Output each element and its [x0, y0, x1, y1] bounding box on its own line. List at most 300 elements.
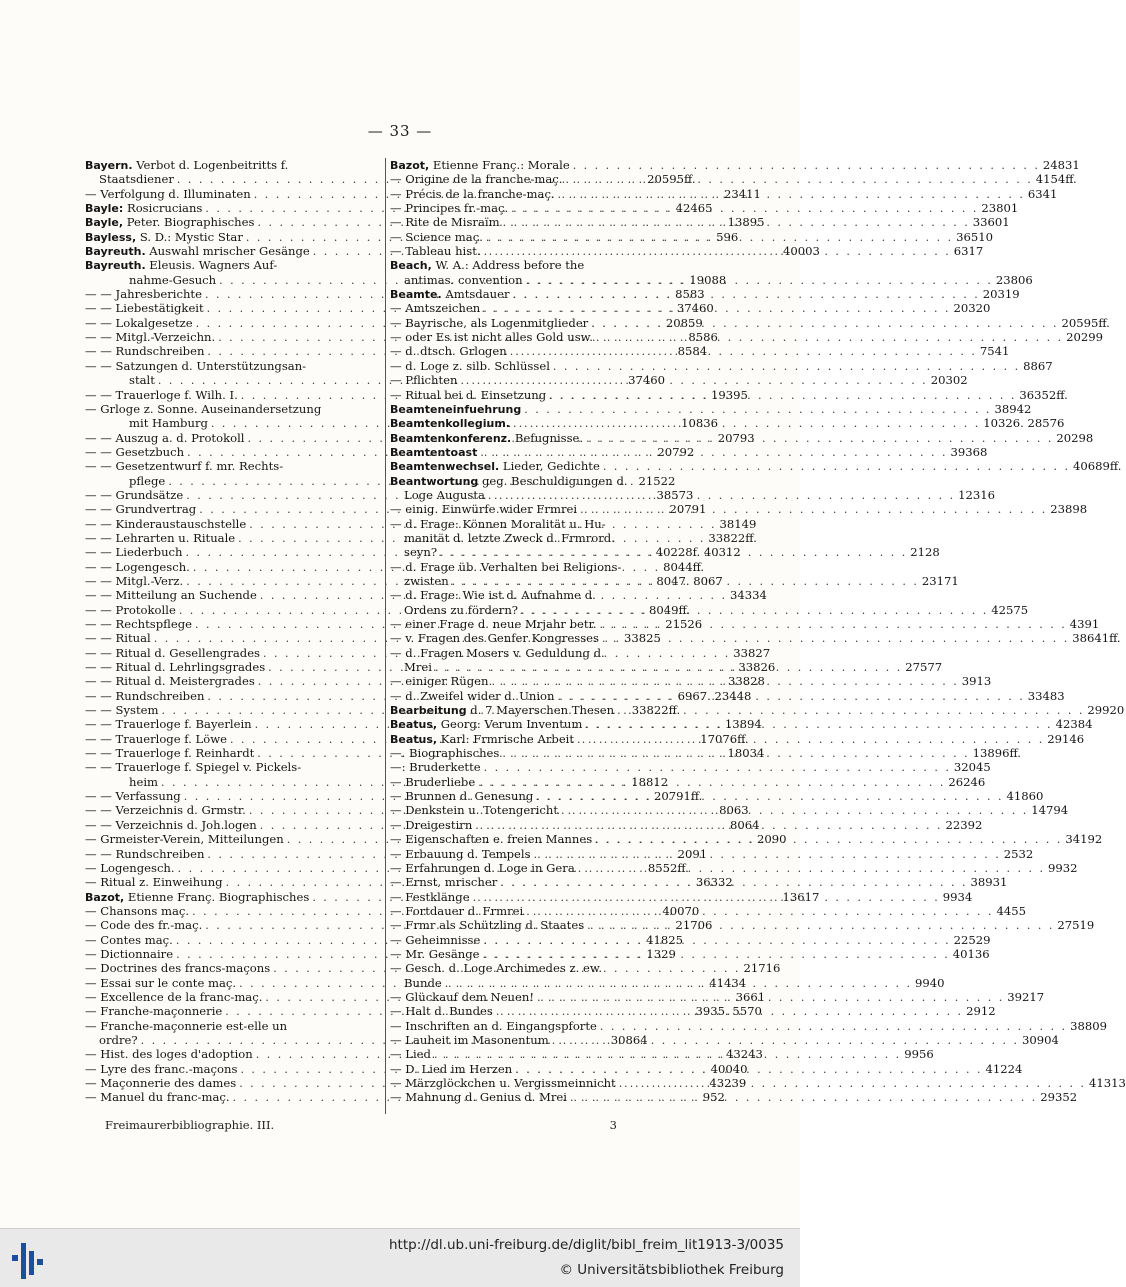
entry-text: — — Gesetzentwurf f. mr. Rechts- — [85, 459, 284, 474]
entry-number: 41860 — [1006, 789, 1044, 804]
dot-leader — [460, 374, 927, 388]
entry-text: — Précis de la franche-maç. — [390, 186, 555, 201]
entry-text: Bearbeitung d. 7 Mayerschen Thesen — [390, 703, 615, 718]
entry-text: Beach, W. A.: Address before the — [390, 258, 585, 273]
dot-leader — [486, 231, 953, 245]
entry-number: 20595ff. — [1061, 315, 1110, 330]
dot-leader — [536, 790, 1003, 804]
dot-leader — [603, 460, 1070, 474]
dot-leader — [526, 905, 993, 919]
index-entry — [390, 1032, 1059, 1047]
entry-text: Bayle, Peter. Biographisches — [85, 215, 255, 230]
entry-text: — — Ritual d. Gesellengrades — [85, 645, 261, 660]
entry-text: — D. Lied im Herzen — [390, 1061, 513, 1076]
entry-text: — einer Frage d. neue Mrjahr betr. — [390, 617, 597, 631]
entry-text: — — Trauerloge f. Reinhardt — [85, 746, 255, 761]
entry-number: 39368 — [950, 444, 988, 459]
entry-text: manität d. letzte Zweck d. Frmrord. — [404, 530, 615, 545]
entry-text: — — Mitgl.-Verz. — [85, 573, 184, 588]
entry-text: Bayle: Rosicrucians — [85, 201, 203, 216]
entry-number: 43239 — [709, 1076, 747, 1090]
dot-leader — [483, 948, 950, 962]
entry-text: Beamte. Amtsdauer — [390, 287, 510, 302]
entry-number: 40689ff. — [1073, 459, 1122, 474]
entry-number: 3935. 5570 — [695, 1004, 762, 1019]
index-entry — [390, 588, 682, 602]
dot-leader — [600, 618, 1067, 632]
entry-text: — Essai sur le conte maç. — [85, 975, 237, 990]
entry-number: 8044ff. — [663, 559, 705, 574]
dot-leader — [534, 848, 1001, 862]
entry-number: 20859 — [665, 315, 703, 330]
entry-number: 8584 — [677, 344, 708, 359]
index-entry — [85, 1019, 377, 1033]
index-entry — [390, 373, 968, 388]
entry-text: — Logengesch. — [85, 860, 175, 875]
dot-leader — [570, 1091, 1037, 1105]
dot-leader — [586, 432, 1053, 446]
dot-leader — [503, 216, 970, 230]
dot-leader — [515, 1063, 982, 1077]
entry-number: 20302 — [930, 373, 968, 388]
viewer-info-bar — [0, 1228, 800, 1287]
column-divider — [385, 158, 386, 1114]
dot-leader — [591, 317, 1058, 331]
dot-leader — [558, 690, 1025, 704]
entry-number: 33826 — [738, 660, 776, 675]
entry-text: — Denkstein u. Totengericht — [390, 803, 559, 818]
entry-number: 14794 — [1031, 803, 1069, 818]
entry-text: Beamtenwechsel. Lieder, Gedichte — [390, 459, 600, 474]
dot-leader — [513, 288, 980, 302]
dot-leader — [483, 302, 950, 316]
entry-text: — Manuel du franc-maç. — [85, 1090, 230, 1105]
entry-text: — Geheimnisse — [390, 932, 481, 947]
entry-number: 596 — [716, 229, 739, 244]
entry-text: — — Rundschreiben — [85, 688, 205, 703]
entry-number: 20299 — [1066, 330, 1103, 345]
entry-text: Mrei — [404, 660, 432, 675]
entry-number: 23806 — [995, 272, 1033, 287]
entry-number: 36510 — [956, 229, 993, 244]
dot-leader — [524, 403, 991, 417]
entry-number: 33827 — [733, 645, 771, 660]
entry-number: 10326. 28576 — [983, 416, 1065, 431]
dot-leader — [526, 274, 993, 288]
entry-number: 40003 — [783, 244, 820, 259]
entry-number: 38641ff. — [1072, 631, 1121, 646]
dot-leader — [595, 833, 1062, 847]
index-entry — [390, 961, 682, 975]
index-entry — [85, 402, 377, 416]
entry-number: 8586 — [688, 330, 718, 345]
entry-number: 19395 — [710, 387, 748, 402]
entry-text: — Grmeister-Verein, Mitteilungen — [85, 832, 284, 847]
index-entry — [390, 444, 988, 459]
dot-leader — [585, 718, 1052, 732]
entry-number: 38942 — [994, 401, 1032, 416]
entry-number: 37460 — [676, 301, 714, 316]
entry-number: 40040 — [710, 1061, 748, 1076]
entry-text: Beatus, Georg: Verum Inventum — [390, 717, 583, 732]
entry-text: Bayreuth. Eleusis. Wagners Auf- — [85, 258, 278, 273]
entry-text: — Excellence de la franc-maç. — [85, 989, 263, 1004]
entry-text: Beantwortung geg. Beschuldigungen d. — [390, 473, 628, 488]
entry-number: 21522 — [638, 473, 676, 488]
dot-leader — [510, 345, 977, 359]
entry-text: — — Mitgl.-Verzeichn. — [85, 330, 216, 345]
entry-number: 29146 — [1047, 731, 1085, 746]
dot-leader — [484, 761, 951, 775]
entry-text: seyn? — [404, 545, 438, 560]
dot-leader — [602, 632, 1069, 646]
entry-text: — Maçonnerie des dames — [85, 1076, 237, 1090]
entry-number: 33822ff. — [631, 703, 681, 718]
copyright-notice: © Universitätsbibliothek Freiburg — [559, 1262, 784, 1278]
entry-number: 1329 — [646, 946, 676, 961]
entry-number: 42575 — [991, 602, 1029, 617]
entry-number: 41224 — [985, 1061, 1023, 1076]
entry-text: — Bayrische, als Logenmitglieder — [390, 315, 589, 330]
entry-number: 27577 — [905, 660, 943, 675]
index-entry — [390, 774, 986, 789]
dot-leader — [435, 661, 902, 675]
entry-number: 24831 — [1042, 158, 1080, 172]
entry-text: zwisten — [404, 573, 449, 588]
dot-leader — [488, 489, 955, 503]
entry-number: 27519 — [1057, 918, 1095, 933]
entry-number: 38931 — [970, 875, 1008, 890]
entry-number: 12316 — [958, 487, 996, 502]
index-entry — [390, 602, 1029, 617]
index-entry — [390, 789, 1044, 804]
entry-number: 2091 — [677, 846, 708, 861]
dot-leader — [440, 546, 907, 560]
entry-number: 23898 — [1050, 502, 1088, 517]
index-entry — [390, 946, 990, 961]
entry-text: — Grloge z. Sonne. Auseinandersetzung — [85, 401, 322, 416]
entry-text: — — Trauerloge f. Bayerlein — [85, 717, 252, 732]
entry-text: Bazot, Etienne Franç. Biographisches — [85, 889, 310, 904]
dot-leader — [521, 604, 988, 618]
entry-text: — Lyre des franc.-maçons — [85, 1061, 238, 1076]
entry-number: 8049ff. — [649, 602, 691, 617]
index-entry — [390, 459, 1122, 474]
entry-number: 38809 — [1070, 1018, 1107, 1033]
entry-number: 6967. 23448 — [677, 688, 752, 703]
entry-number: 8552ff. — [647, 860, 689, 875]
entry-text: — Rite de Misraïm — [390, 215, 500, 230]
entry-number: 13896ff. — [972, 746, 1021, 761]
entry-text: — — Verzeichnis d. Grmstr. — [85, 803, 246, 818]
entry-text: — Hist. des loges d'adoption — [85, 1047, 253, 1062]
entry-text: — Frmr als Schützling d. Staates — [390, 918, 585, 933]
dot-leader — [445, 977, 912, 991]
index-entry — [390, 646, 682, 660]
dot-leader — [480, 446, 947, 460]
entry-text: Bayern. Verbot d. Logenbeitritts f. — [85, 158, 289, 172]
entry-number: 42465 — [675, 201, 713, 216]
entry-text: — Halt d. Bundes — [390, 1004, 493, 1019]
entry-number: 8047. 8067 — [656, 573, 723, 588]
entry-number: 33828 — [728, 674, 765, 689]
entry-text: — Erbauung d. Tempels — [390, 846, 531, 861]
entry-text: — Mr. Gesänge — [390, 946, 480, 961]
signature-mark: 3 — [609, 1118, 617, 1132]
dot-leader — [511, 202, 978, 216]
index-entry — [85, 760, 377, 774]
entry-number: 20792 — [657, 444, 695, 459]
dot-leader — [552, 1034, 1019, 1048]
dot-leader — [619, 1077, 1086, 1091]
dot-leader — [561, 804, 1028, 818]
entry-number: 8583 — [675, 287, 705, 302]
entry-text: — d. Zweifel wider d. Union — [390, 688, 555, 703]
entry-text: ordre? — [99, 1032, 138, 1047]
entry-text: — — Rundschreiben — [85, 344, 205, 359]
entry-text: heim — [129, 774, 159, 789]
entry-number: 20319 — [982, 287, 1020, 302]
dot-leader — [478, 776, 945, 790]
entry-text: — Science maç. — [390, 229, 483, 244]
entry-number: 36332 — [695, 875, 733, 890]
entry-text: — — Trauerloge f. Löwe — [85, 731, 227, 746]
page-number: — 33 — — [367, 122, 433, 140]
entry-number: 41825 — [646, 932, 683, 947]
entry-number: 9932 — [1047, 860, 1078, 875]
entry-number: 2090 — [756, 832, 787, 847]
index-entry — [390, 172, 1077, 187]
entry-text: antimas. convention — [404, 272, 523, 287]
entry-number: 38573 — [656, 487, 694, 502]
entry-number: 9956 — [904, 1047, 934, 1062]
entry-text: — — Verfassung — [85, 789, 181, 804]
entry-number: 4391 — [1069, 617, 1100, 631]
entry-text: — — Lehrarten u. Rituale — [85, 530, 236, 545]
entry-text: — Ernst, mrischer — [390, 875, 498, 890]
dot-leader — [596, 331, 1063, 345]
entry-text: — Franche-maçonnerie — [85, 1004, 223, 1019]
entry-text: — Lied — [390, 1047, 431, 1062]
entry-number: 23801 — [981, 201, 1019, 216]
entry-number: 37460 — [628, 373, 665, 388]
entry-text: — v. Fragen des Genfer Kongresses — [390, 631, 599, 646]
dot-leader — [537, 991, 1004, 1005]
dot-leader — [578, 862, 1045, 876]
entry-number: 8064 — [729, 817, 760, 832]
index-entry — [390, 631, 1121, 646]
document-url-link[interactable]: http://dl.ub.uni-freiburg.de/diglit/bibl_freim_lit1913-3/0035 — [388, 1237, 784, 1253]
entry-text: — — Trauerloge f. Spiegel v. Pickels- — [85, 760, 302, 775]
entry-text: Beamtentoast — [390, 445, 478, 459]
entry-text: — d. Frage üb. Verhalten bei Religions- — [390, 559, 622, 574]
entry-text: — — Auszug a. d. Protokoll — [85, 430, 245, 445]
entry-text: — Fortdauer d. Frmrei — [390, 903, 524, 918]
entry-number: 33825 — [623, 631, 661, 646]
entry-number: 23411 — [723, 186, 761, 201]
entry-text: — — Satzungen d. Unterstützungsan- — [85, 358, 307, 373]
entry-text: —: Bruderkette — [390, 760, 481, 775]
entry-text: stalt — [129, 373, 155, 388]
footer-title: Freimaurerbibliographie. III. — [105, 1118, 275, 1132]
entry-text: — — Grundvertrag — [85, 502, 197, 517]
entry-text: — Dictionnaire — [85, 946, 174, 961]
entry-text: mit Hamburg — [129, 416, 208, 431]
entry-number: 13617 — [782, 889, 820, 904]
dot-leader — [580, 503, 1047, 517]
entry-text: — d. Fragen Mosers v. Geduldung d. — [390, 645, 605, 660]
dot-leader — [558, 188, 1025, 202]
entry-number: 40228f. 40312 — [655, 545, 741, 560]
entry-text: — — Ritual — [85, 631, 151, 646]
index-entry — [390, 531, 682, 545]
index-entry — [390, 517, 682, 531]
entry-text: — einig. Einwürfe wider Frmrei — [390, 502, 578, 517]
entry-number: 13894 — [724, 717, 762, 732]
entry-text: — — Rechtspflege — [85, 617, 193, 631]
entry-number: 29920 — [1087, 703, 1125, 718]
index-entry — [85, 258, 377, 272]
dot-leader — [496, 1005, 963, 1019]
entry-number: 19088 — [689, 272, 727, 287]
entry-text: — — Grundsätze — [85, 487, 184, 502]
dot-leader — [491, 675, 958, 689]
entry-number: 21526 — [665, 617, 703, 631]
entry-number: 41313 — [1088, 1076, 1126, 1090]
entry-number: 2532 — [1003, 846, 1034, 861]
entry-number: 2912 — [966, 1004, 996, 1019]
entry-number: 9940 — [914, 975, 945, 990]
entry-number: 8063 — [719, 803, 749, 818]
entry-text: Staatsdiener — [99, 172, 174, 187]
dot-leader — [434, 1048, 901, 1062]
entry-text: — Pflichten — [390, 373, 458, 388]
dot-leader — [500, 876, 967, 890]
entry-number: 30904 — [1021, 1032, 1059, 1047]
index-entry — [390, 932, 991, 947]
entry-text: — Festklänge — [390, 889, 470, 904]
index-entry — [390, 760, 991, 775]
entry-text: — d. Frage: Wie ist d. Aufnahme d. — [390, 588, 596, 603]
entry-text: Loge Augusta — [404, 487, 485, 502]
index-entry — [390, 358, 1053, 373]
index-entry — [390, 158, 1080, 172]
entry-number: 32045 — [953, 760, 991, 775]
dot-leader — [566, 173, 1033, 187]
index-entry — [390, 258, 682, 272]
entry-text: — — Liebestätigkeit — [85, 301, 204, 316]
dot-leader — [553, 360, 1020, 374]
index-entry — [390, 401, 1032, 416]
entry-text: Beatus, Karl: Frmrische Arbeit — [390, 731, 575, 746]
entry-text: Bayless, S. D.: Mystic Star — [85, 229, 243, 244]
entry-number: 20320 — [953, 301, 991, 316]
entry-number: 34192 — [1065, 832, 1103, 847]
entry-text: — — Lokalgesetze — [85, 315, 193, 330]
entry-text: — — System — [85, 703, 159, 718]
entry-text: — Origine de la franche-maç. — [390, 172, 563, 187]
entry-number: 20791 — [669, 502, 707, 517]
entry-text: — Eigenschaften e. freien Mannes — [390, 832, 593, 847]
entry-number: 20793 — [717, 430, 755, 445]
entry-text: — Mahnung d. Genius d. Mrei — [390, 1090, 568, 1105]
entry-number: 20298 — [1056, 430, 1094, 445]
entry-text: — Doctrines des francs-maçons — [85, 961, 271, 976]
entry-text: — — Liederbuch — [85, 545, 183, 560]
entry-text: — Ritual z. Einweihung — [85, 875, 223, 890]
index-entry — [85, 158, 377, 172]
index-entry — [390, 474, 682, 488]
dot-leader — [502, 747, 969, 761]
entry-text: — — Verzeichnis d. Joh.logen — [85, 817, 257, 832]
entry-number: 10836 — [681, 416, 719, 431]
entry-number: 42384 — [1055, 717, 1093, 732]
entry-number: 3913 — [961, 674, 992, 689]
entry-text: — Märzglöckchen u. Vergissmeinnicht — [390, 1076, 616, 1090]
entry-text: — oder Es ist nicht alles Gold usw. — [390, 330, 593, 345]
index-entry — [390, 487, 996, 502]
entry-number: 2128 — [910, 545, 940, 560]
entry-number: 20595ff. — [647, 172, 696, 187]
entry-number: 18812 — [631, 774, 669, 789]
entry-text: — Code des fr.-maç. — [85, 918, 203, 933]
entry-number: 26246 — [948, 774, 986, 789]
entry-number: 20791ff. — [653, 789, 703, 804]
entry-text: — Ritual bei d. Einsetzung — [390, 387, 547, 402]
entry-number: 4154ff. — [1035, 172, 1077, 187]
entry-text: — Dreigestirn — [390, 817, 473, 832]
entry-text: Beamtenkonferenz. Befugnisse. — [390, 430, 584, 445]
entry-text: — — Mitteilung an Suchende — [85, 588, 257, 603]
entry-number: 21716 — [743, 961, 781, 976]
entry-text: — — Protokolle — [85, 602, 176, 617]
entry-number: 6341 — [1027, 186, 1058, 201]
entry-number: 23171 — [921, 573, 959, 588]
entry-text: — Gesch. d. Loge Archimedes z. ew. — [390, 961, 603, 976]
entry-number: 6317 — [953, 244, 984, 259]
entry-number: 8867 — [1023, 358, 1053, 373]
dot-leader — [475, 819, 942, 833]
entry-number: 7541 — [979, 344, 1010, 359]
entry-text: —. Biographisches — [390, 746, 500, 761]
entry-text: — Principes fr.-maç. — [390, 201, 509, 216]
entry-text: — Verfolgung d. Illuminaten — [85, 186, 251, 201]
entry-text: Bayreuth. Auswahl mrischer Gesänge — [85, 244, 310, 259]
page-footer — [105, 1118, 625, 1132]
entry-text: — d. Frage: Können Moralität u. Hu- — [390, 516, 606, 531]
entry-number: 33822ff. — [708, 530, 757, 545]
entry-number: 30864 — [610, 1032, 648, 1047]
entry-number: 21706 — [675, 918, 713, 933]
entry-number: 41434 — [709, 975, 747, 990]
entry-number: 22392 — [945, 817, 983, 832]
index-entry — [390, 560, 682, 574]
entry-text: — — Gesetzbuch — [85, 444, 185, 459]
entry-number: 4455 — [996, 903, 1026, 918]
dot-leader — [549, 389, 1016, 403]
entry-text: nahme-Gesuch — [129, 272, 217, 287]
dot-leader — [483, 934, 950, 948]
dot-leader — [473, 891, 940, 905]
entry-text: — Brunnen d. Genesung — [390, 789, 534, 804]
entry-number: 9934 — [942, 889, 973, 904]
entry-text: — Lauheit im Masonentum — [390, 1032, 549, 1047]
entry-text: — Inschriften an d. Eingangspforte — [390, 1018, 597, 1033]
dot-leader — [600, 1020, 1067, 1034]
entry-text: Beamteneinfuehrung — [390, 402, 522, 416]
dot-leader — [617, 704, 1084, 718]
entry-text: Bunde — [404, 975, 442, 990]
